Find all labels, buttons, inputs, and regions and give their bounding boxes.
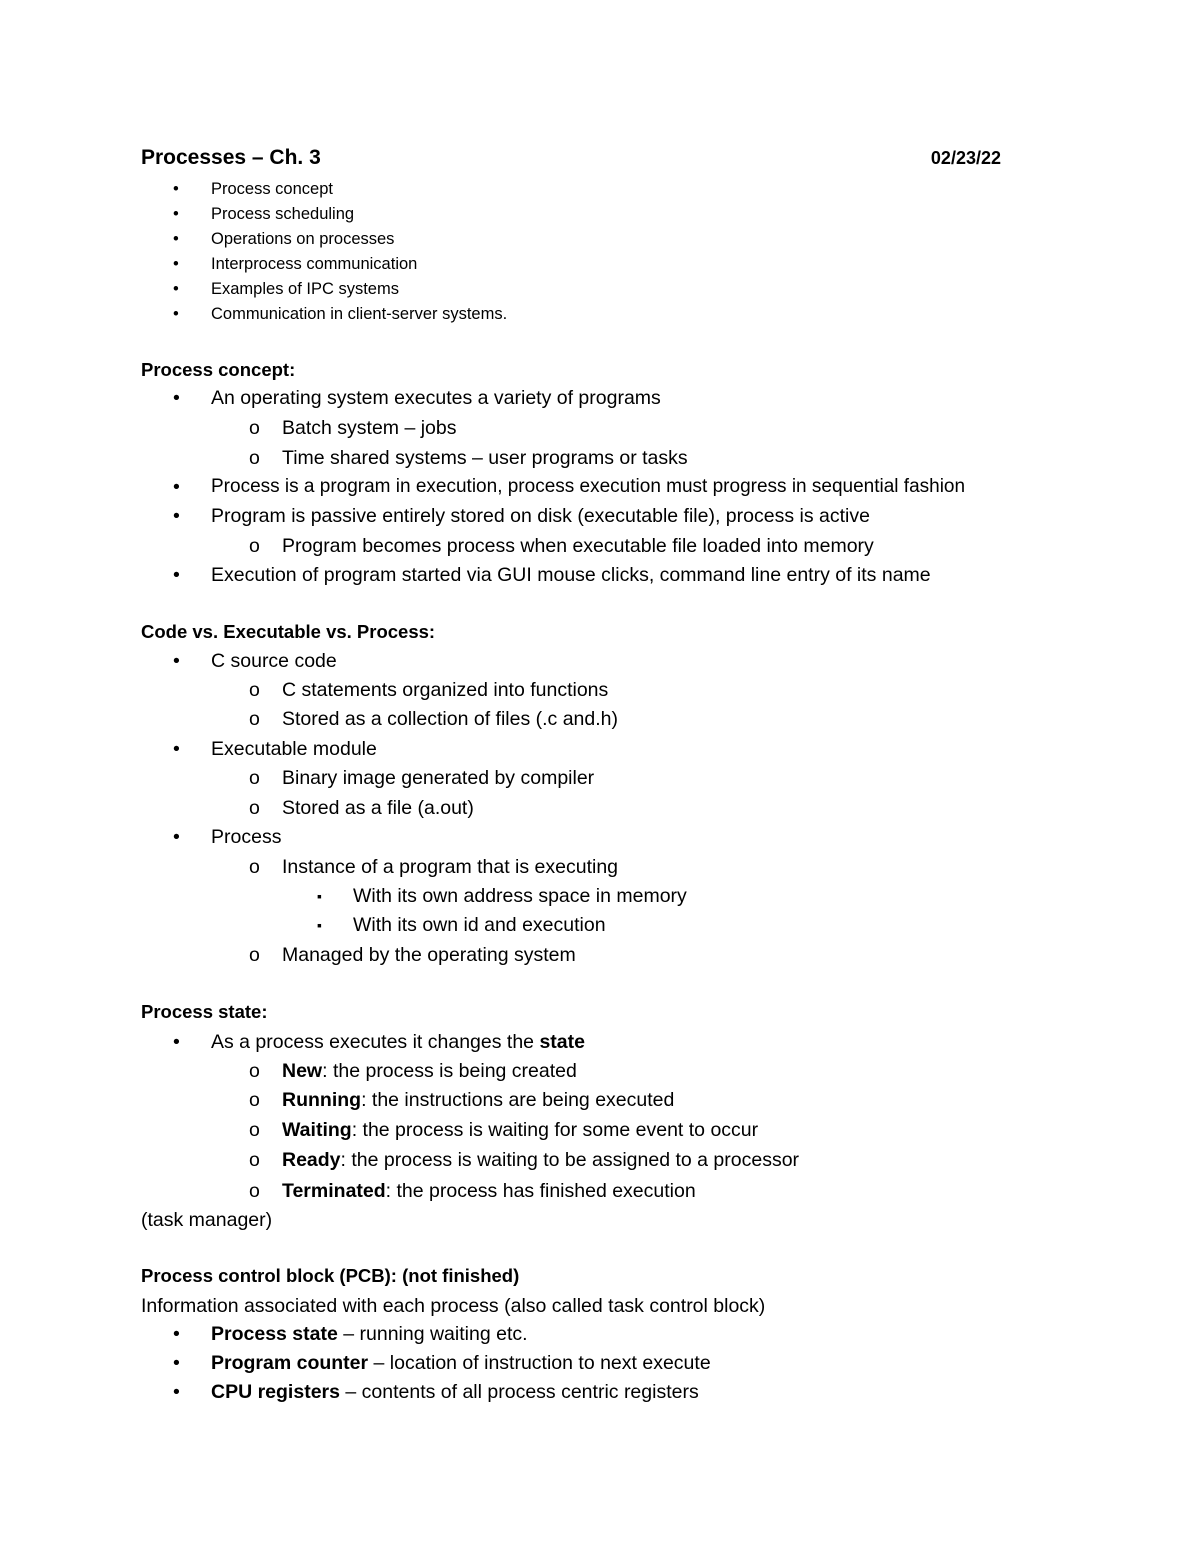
list-item: Managed by the operating system <box>282 944 576 966</box>
section-heading: Process control block (PCB): (not finished) <box>141 1265 520 1286</box>
list-item: Program is passive entirely stored on disk (executable file), process is active <box>211 505 870 527</box>
state-desc: : the process is waiting for some event to occur <box>351 1119 759 1141</box>
circle-bullet-icon: o <box>249 679 260 701</box>
circle-bullet-icon: o <box>249 708 260 730</box>
section-heading: Process state: <box>141 1001 268 1022</box>
bullet-icon: • <box>173 738 180 760</box>
circle-bullet-icon: o <box>249 417 260 439</box>
list-item: Instance of a program that is executing <box>282 856 619 878</box>
list-item: C source code <box>211 650 337 672</box>
bullet-icon: • <box>173 205 179 223</box>
bullet-icon: • <box>173 387 180 409</box>
circle-bullet-icon: o <box>249 1119 260 1141</box>
list-item <box>211 1351 711 1375</box>
state-name: New <box>282 1060 323 1082</box>
state-item <box>282 1059 577 1083</box>
state-desc: : the process has finished execution <box>385 1180 696 1202</box>
list-item: Execution of program started via GUI mouse clicks, command line entry of its name <box>211 564 931 586</box>
state-item <box>282 1148 799 1172</box>
list-item: Stored as a collection of files (.c and.h) <box>282 708 619 730</box>
state-name: Waiting <box>282 1119 352 1141</box>
circle-bullet-icon: o <box>249 856 260 878</box>
state-name: Terminated <box>282 1180 386 1202</box>
state-desc: : the instructions are being executed <box>361 1089 675 1111</box>
bullet-icon: • <box>173 564 180 586</box>
bullet-icon: • <box>173 650 180 672</box>
bullet-icon: • <box>173 230 179 248</box>
state-term: state <box>539 1031 585 1053</box>
bullet-icon: • <box>173 1323 180 1345</box>
note: (task manager) <box>141 1209 273 1231</box>
circle-bullet-icon: o <box>249 767 260 789</box>
title-row <box>141 146 1001 176</box>
state-item <box>282 1088 674 1112</box>
list-item: Batch system – jobs <box>282 417 457 439</box>
circle-bullet-icon: o <box>249 1089 260 1111</box>
pcb-desc: – location of instruction to next execute <box>368 1352 711 1374</box>
pcb-desc: – contents of all process centric registers <box>339 1381 699 1403</box>
list-item <box>211 1030 585 1054</box>
state-name: Running <box>282 1089 362 1111</box>
bullet-icon: • <box>173 255 179 273</box>
date: 02/23/22 <box>930 148 1001 168</box>
list-item: Process <box>211 826 282 848</box>
square-bullet-icon: ▪ <box>317 888 322 904</box>
bullet-icon: • <box>173 826 180 848</box>
outline-item: Interprocess communication <box>211 255 418 273</box>
list-item <box>211 1380 699 1404</box>
outline-item: Process concept <box>211 180 333 198</box>
list-item: Executable module <box>211 738 377 760</box>
paragraph: Information associated with each process (also called task control block) <box>141 1295 766 1317</box>
list-item: Time shared systems – user programs or tasks <box>282 447 688 469</box>
state-intro-text: As a process executes it changes the <box>211 1031 540 1053</box>
state-desc: : the process is being created <box>322 1060 577 1082</box>
page-title: Processes – Ch. 3 <box>141 146 321 169</box>
circle-bullet-icon: o <box>249 1060 260 1082</box>
circle-bullet-icon: o <box>249 1180 260 1202</box>
list-item: Process is a program in execution, process execution must progress in sequential fashion <box>211 476 966 497</box>
circle-bullet-icon: o <box>249 944 260 966</box>
list-item: Binary image generated by compiler <box>282 767 595 789</box>
outline-item: Operations on processes <box>211 230 395 248</box>
circle-bullet-icon: o <box>249 1149 260 1171</box>
list-item: With its own address space in memory <box>353 885 687 907</box>
list-item <box>211 1322 528 1346</box>
pcb-term: Program counter <box>211 1352 369 1374</box>
bullet-icon: • <box>173 1031 180 1053</box>
pcb-term: CPU registers <box>211 1381 340 1403</box>
pcb-desc: – running waiting etc. <box>337 1323 528 1345</box>
outline-item: Examples of IPC systems <box>211 280 399 298</box>
bullet-icon: • <box>173 476 180 498</box>
bullet-icon: • <box>173 505 180 527</box>
bullet-icon: • <box>173 1352 180 1374</box>
outline-item: Communication in client-server systems. <box>211 305 508 323</box>
section-heading: Code vs. Executable vs. Process: <box>141 621 436 642</box>
list-item: C statements organized into functions <box>282 679 609 701</box>
state-item <box>282 1118 758 1142</box>
bullet-icon: • <box>173 1381 180 1403</box>
list-item: With its own id and execution <box>353 914 606 936</box>
state-item <box>282 1179 696 1203</box>
circle-bullet-icon: o <box>249 535 260 557</box>
section-heading: Process concept: <box>141 359 296 380</box>
bullet-icon: • <box>173 180 179 198</box>
circle-bullet-icon: o <box>249 797 260 819</box>
list-item: Program becomes process when executable file loaded into memory <box>282 535 874 557</box>
circle-bullet-icon: o <box>249 447 260 469</box>
bullet-icon: • <box>173 305 179 323</box>
list-item: An operating system executes a variety of programs <box>211 387 661 409</box>
square-bullet-icon: ▪ <box>317 917 322 933</box>
pcb-term: Process state <box>211 1323 338 1345</box>
outline-item: Process scheduling <box>211 205 355 223</box>
state-desc: : the process is waiting to be assigned to a processor <box>340 1149 800 1171</box>
state-name: Ready <box>282 1149 341 1171</box>
list-item: Stored as a file (a.out) <box>282 797 474 819</box>
bullet-icon: • <box>173 280 179 298</box>
